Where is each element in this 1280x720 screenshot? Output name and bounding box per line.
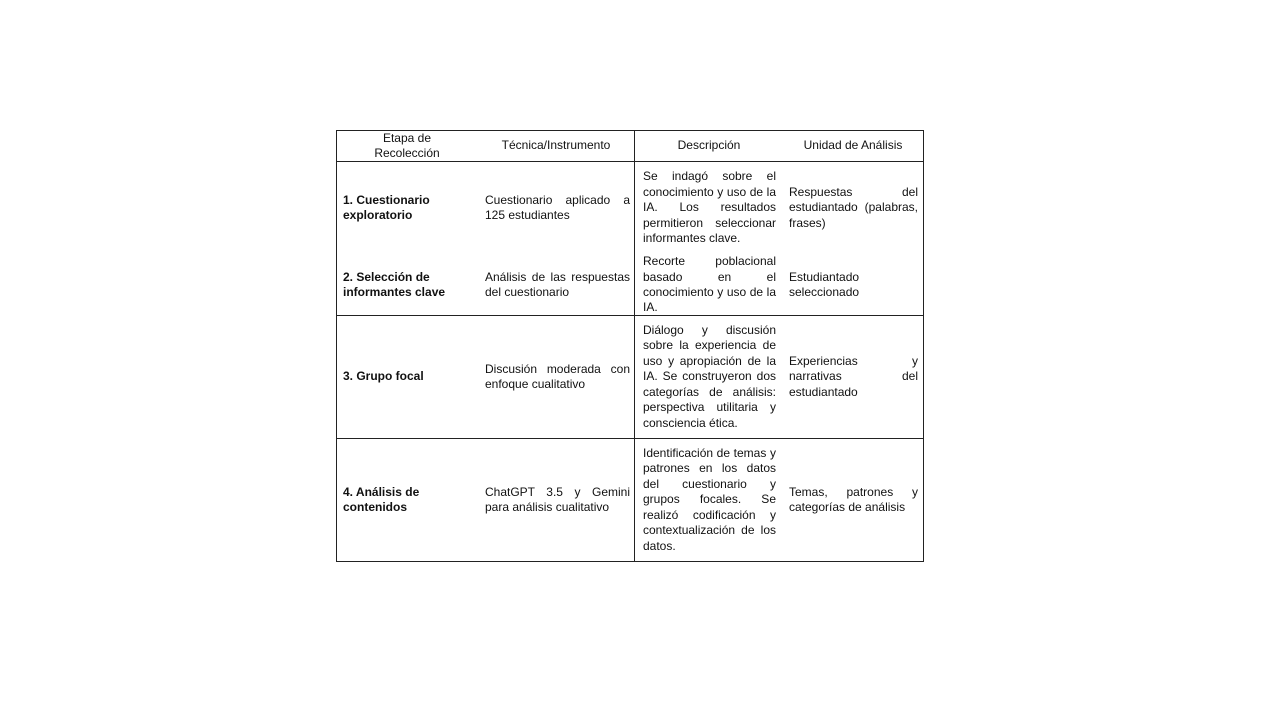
unit-text: Experiencias y narrativas del estudiantado <box>789 353 918 399</box>
header-unit-label: Unidad de Análisis <box>803 138 903 153</box>
table-row-unit <box>789 316 918 438</box>
header-technique-label: Técnica/Instrumento <box>501 138 611 153</box>
description-text: Identificación de temas y patrones en los datos del cuestionario y grupos focales. Se realizó codificación y contextualización de los datos. <box>643 446 776 553</box>
data-collection-table <box>336 130 924 562</box>
table-row-technique <box>485 316 630 438</box>
stage-label: 4. Análisis de contenidos <box>343 484 420 514</box>
description-text: Recorte poblacional basado en el conocimiento y uso de la IA. <box>643 254 776 315</box>
description-text: Se indagó sobre el conocimiento y uso de la IA. Los resultados permitieron seleccionar informantes clave. <box>643 169 776 246</box>
table-row-technique <box>485 255 630 315</box>
header-description <box>635 131 783 161</box>
header-unit <box>783 131 923 161</box>
table-row-stage <box>343 255 471 315</box>
header-technique <box>477 131 635 161</box>
stage-label: 1. Cuestionario exploratorio <box>343 192 430 222</box>
table-row-stage <box>343 316 471 438</box>
table-row-technique <box>485 162 630 254</box>
unit-text: Respuestas del estudiantado (palabras, frases) <box>789 184 918 230</box>
technique-text: Análisis de las respuestas del cuestionario <box>485 269 630 299</box>
stage-label: 3. Grupo focal <box>343 369 424 384</box>
table-row-stage <box>343 162 471 254</box>
table-row-unit <box>789 162 918 254</box>
table-row-description <box>643 316 776 438</box>
table-row-unit <box>789 439 918 561</box>
description-text: Diálogo y discusión sobre la experiencia de uso y apropiación de la IA. Se construyeron dos categorías de análisis: perspectiva utilitaria y consciencia ética. <box>643 323 776 430</box>
stage-label: 2. Selección de informantes clave <box>343 269 446 299</box>
table-row-description <box>643 255 776 315</box>
table-row-stage <box>343 439 471 561</box>
header-description-label: Descripción <box>677 138 741 153</box>
table-row-technique <box>485 439 630 561</box>
column-divider <box>634 131 635 561</box>
table-row-unit <box>789 255 918 315</box>
header-stage <box>337 131 477 161</box>
header-stage-label: Etapa de Recolección <box>374 130 440 160</box>
technique-text: Cuestionario aplicado a 125 estudiantes <box>485 192 630 222</box>
unit-text: Estudiantado seleccionado <box>789 269 860 299</box>
table-row-description <box>643 439 776 561</box>
unit-text: Temas, patrones y categorías de análisis <box>789 484 918 514</box>
table-row-description <box>643 162 776 254</box>
technique-text: ChatGPT 3.5 y Gemini para análisis cualitativo <box>485 484 630 514</box>
technique-text: Discusión moderada con enfoque cualitativo <box>485 361 630 391</box>
